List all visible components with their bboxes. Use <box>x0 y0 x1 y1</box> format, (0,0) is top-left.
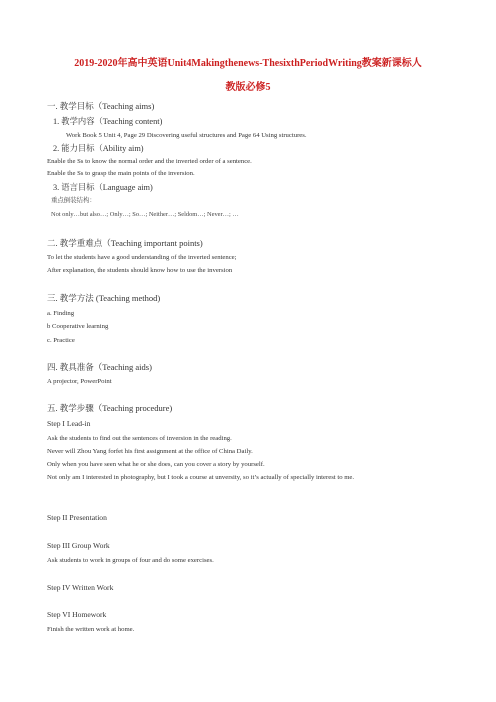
ability-aim-line-2: Enable the Ss to grasp the main points of the inversion. <box>47 170 195 177</box>
step-presentation: Step II Presentation <box>47 513 107 522</box>
section-teaching-aims: 一. 教学目标（Teaching aims) <box>47 101 155 111</box>
lead-in-line-3: Only when you have seen what he or she does, can you cover a story by yourself. <box>47 461 265 468</box>
section-teaching-aids: 四. 教具准备（Teaching aids) <box>47 362 152 372</box>
lead-in-line-4: Not only am I interested in photography, but I took a course at unversity, so it’s actually of specially interest to me. <box>47 474 355 481</box>
step-lead-in: Step I Lead-in <box>47 419 91 428</box>
step-homework: Step VI Homework <box>47 610 107 619</box>
teaching-content-text: Work Book 5 Unit 4, Page 29 Discovering useful structures and Page 64 Using structures. <box>66 132 307 139</box>
ability-aim-line-1: Enable the Ss to know the normal order and the inverted order of a sentence. <box>47 158 252 165</box>
subsection-ability-aim: 2. 能力目标（Ability aim) <box>53 144 144 153</box>
language-aim-note: 重点倒装结构： <box>51 197 96 204</box>
important-points-line-2: After explanation, the students should know how to use the inversion <box>47 267 233 274</box>
document-title-line-1: 2019-2020年高中英语Unit4Makingthenews-ThesixthPeriodWriting教案新课标人 <box>74 58 422 69</box>
subsection-teaching-content: 1. 教学内容（Teaching content) <box>53 117 163 126</box>
method-item-c: c. Practice <box>47 337 75 344</box>
homework-text: Finish the written work at home. <box>47 626 135 633</box>
step-group-work: Step III Group Work <box>47 541 110 550</box>
subsection-language-aim: 3. 语言目标（Language aim) <box>53 183 153 192</box>
group-work-text: Ask students to work in groups of four and do some exercises. <box>47 557 214 564</box>
method-item-b: b Cooperative learning <box>47 323 109 330</box>
teaching-aids-text: A projector, PowerPoint <box>47 378 112 385</box>
language-aim-structures: Not only…but also…; Only…; So…; Neither…; Seldom…; Never…; … <box>51 211 239 218</box>
lead-in-line-2: Never will Zhou Yang forfet his first assignment at the office of China Daily. <box>47 448 253 455</box>
section-important-points: 二. 教学重难点（Teaching important points) <box>47 238 203 248</box>
section-teaching-procedure: 五. 教学步骤（Teaching procedure) <box>47 403 173 413</box>
step-written-work: Step IV Written Work <box>47 583 114 592</box>
section-teaching-method: 三. 教学方法 (Teaching method) <box>47 293 161 303</box>
lead-in-line-1: Ask the students to find out the sentences of inversion in the reading. <box>47 435 232 442</box>
important-points-line-1: To let the students have a good understanding of the inverted sentence; <box>47 254 237 261</box>
document-title-line-2: 教版必修5 <box>225 82 271 93</box>
method-item-a: a. Finding <box>47 310 75 317</box>
